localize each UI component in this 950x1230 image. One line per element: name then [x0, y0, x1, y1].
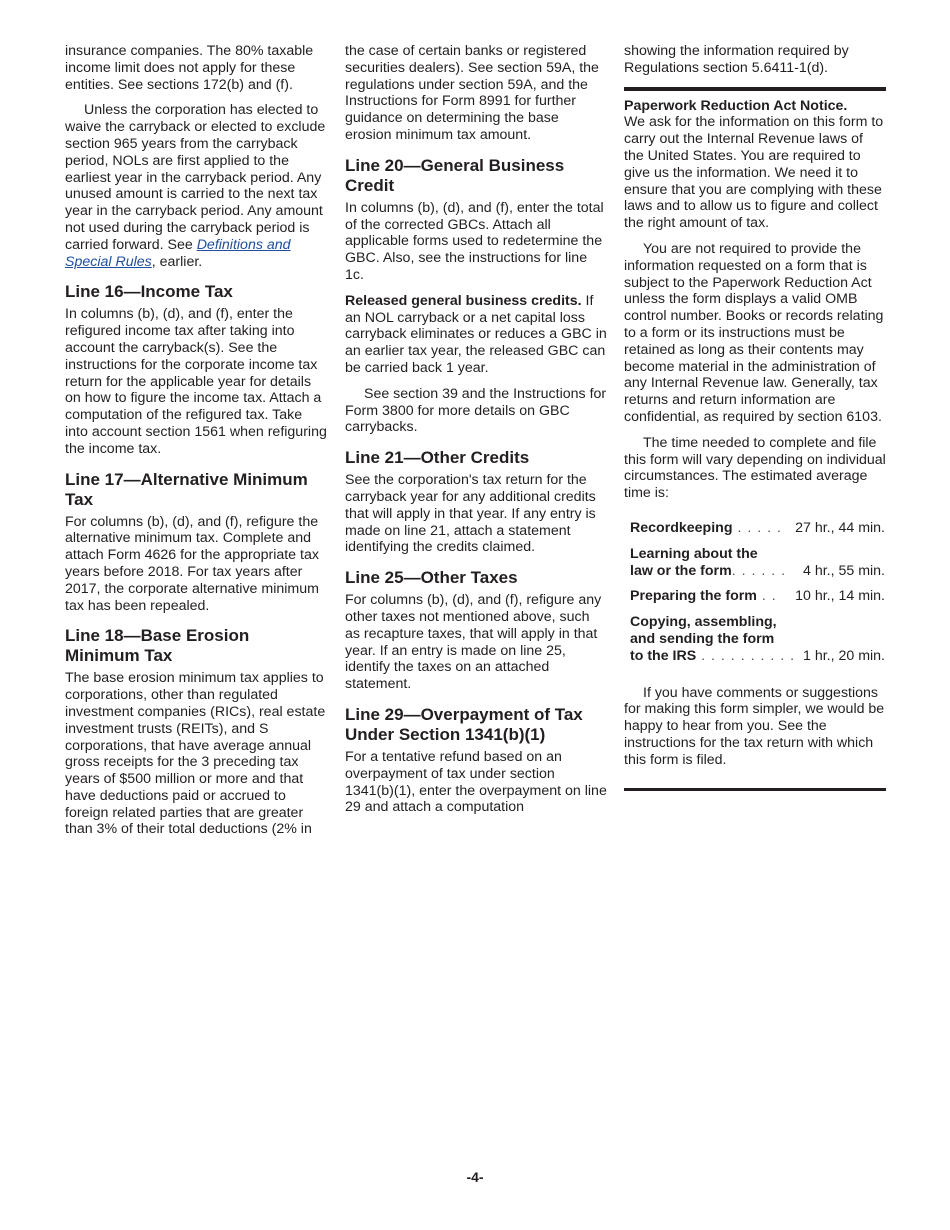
- divider: [624, 788, 886, 791]
- paragraph: showing the information required by Regulations section 5.6411-1(d).: [624, 43, 849, 76]
- paragraph: You are not required to provide the information requested on a form that is subject to the Paperwork Reduction Act unless the form displays a valid OMB control number. Books or records relating to a form or its instructions must be retained as long as their contents may become material in the administration of any Internal Revenue law. Generally, tax returns and return information are confidential, as required by section 6103.: [624, 240, 884, 425]
- heading-line-18: Line 18—Base Erosion Minimum Tax: [65, 626, 250, 666]
- time-row-recordkeeping: Recordkeeping . . . . . 27 hr., 44 min.: [630, 519, 885, 536]
- time-row-learning: Learning about the law or the form. . . . . . 4 hr., 55 min.: [630, 545, 885, 579]
- paragraph: For a tentative refund based on an overpayment of tax under section 1341(b)(1), enter the overpayment on line 29 and attach a computation: [345, 748, 607, 816]
- paragraph: In columns (b), (d), and (f), enter the refigured income tax after taking into account the carryback(s). See the instructions for the corporate income tax return for the applicable year for details on how to figure the income tax. Attach a computation of the refigured tax. Take into account section 1561 when refiguring the income tax.: [65, 306, 327, 457]
- heading-line-16: Line 16—Income Tax: [65, 282, 233, 302]
- definitions-special-rules-link[interactable]: Definitions and Special Rules: [65, 236, 291, 270]
- heading-line-25: Line 25—Other Taxes: [345, 568, 518, 588]
- paperwork-notice: Paperwork Reduction Act Notice. We ask for the information on this form to carry out the Internal Revenue laws of the United States. You are required to give us the information. We need it to ensure that you are complying with these laws and to allow us to figure and collect the right amount of tax.: [624, 97, 884, 232]
- page-number: -4-: [466, 1169, 484, 1185]
- paragraph: See the corporation's tax return for the carryback year for any additional credits that will apply in that year. If any entry is made on line 21, attach a statement identifying the credits claimed.: [345, 472, 596, 556]
- column-1: [65, 43, 327, 847]
- paragraph: The base erosion minimum tax applies to corporations, other than regulated investment companies (RICs), real estate investment trusts (REITs), and S corporations, that have average annual gross receipts for the 3 preceding tax years of $500 million or more and that have deductions paid or accrued to foreign related parties that are greater than 3% of their total deductions (2% in: [65, 670, 326, 838]
- paragraph: In columns (b), (d), and (f), enter the total of the corrected GBCs. Attach all applicable forms used to redetermine the GBC. Also, see the instructions for line 1c.: [345, 199, 604, 283]
- column-2: [345, 43, 607, 825]
- time-value: 4 hr., 55 min.: [802, 562, 885, 579]
- time-value: 1 hr., 20 min.: [802, 647, 885, 664]
- time-value: 10 hr., 14 min.: [795, 588, 885, 605]
- heading-line-20: Line 20—General Business Credit: [345, 155, 565, 195]
- paragraph: insurance companies. The 80% taxable income limit does not apply for these entities. See sections 172(b) and (f).: [65, 43, 314, 93]
- time-value: 27 hr., 44 min.: [795, 519, 885, 536]
- time-estimate-table: [630, 520, 885, 665]
- paragraph: The time needed to complete and file this form will vary depending on individual circumstances. The estimated average time is:: [624, 434, 886, 502]
- paragraph: the case of certain banks or registered securities dealers). See section 59A, the regulations under section 59A, and the Instructions for Form 8991 for further guidance on determining the base erosion minimum tax amount.: [345, 43, 599, 143]
- column-3: [624, 43, 886, 791]
- heading-line-17: Line 17—Alternative Minimum Tax: [65, 469, 308, 509]
- paragraph: For columns (b), (d), and (f), refigure any other taxes not mentioned above, such as recapture taxes, that will apply in that year. If an entry is made on line 25, identify the taxes on an attached statement.: [345, 592, 602, 693]
- time-row-preparing: Preparing the form . . 10 hr., 14 min.: [630, 588, 885, 605]
- paragraph: Unless the corporation has elected to waive the carryback or elected to exclude section 965 years from the carryback period, NOLs are first applied to the earliest year in the carryback period. Any unused amount is carried to the next tax year in the carryback period. Any amount not used during the carryback period is carried forward. See Definitions and Special Rules, earlier.: [65, 102, 326, 270]
- paragraph: Released general business credits. If an NOL carryback or a net capital loss carryback eliminates or reduces a GBC in an earlier tax year, the released GBC can be carried back 1 year.: [345, 292, 607, 376]
- paragraph: For columns (b), (d), and (f), refigure the alternative minimum tax. Complete and attach Form 4626 for the appropriate tax years before 2018. For tax years after 2017, the corporate alternative minimum tax has been repealed.: [65, 513, 319, 614]
- paragraph: See section 39 and the Instructions for Form 3800 for more details on GBC carrybacks.: [345, 385, 607, 436]
- time-row-copying: Copying, assembling, and sending the form to the IRS . . . . . . . . . . 1 hr., 20 min.: [630, 614, 885, 664]
- heading-line-29: Line 29—Overpayment of Tax Under Section 1341(b)(1): [345, 704, 583, 744]
- heading-line-21: Line 21—Other Credits: [345, 448, 530, 468]
- paragraph: If you have comments or suggestions for making this form simpler, we would be happy to hear from you. See the instructions for the tax return with which this form is filed.: [624, 684, 885, 768]
- divider: [624, 87, 886, 91]
